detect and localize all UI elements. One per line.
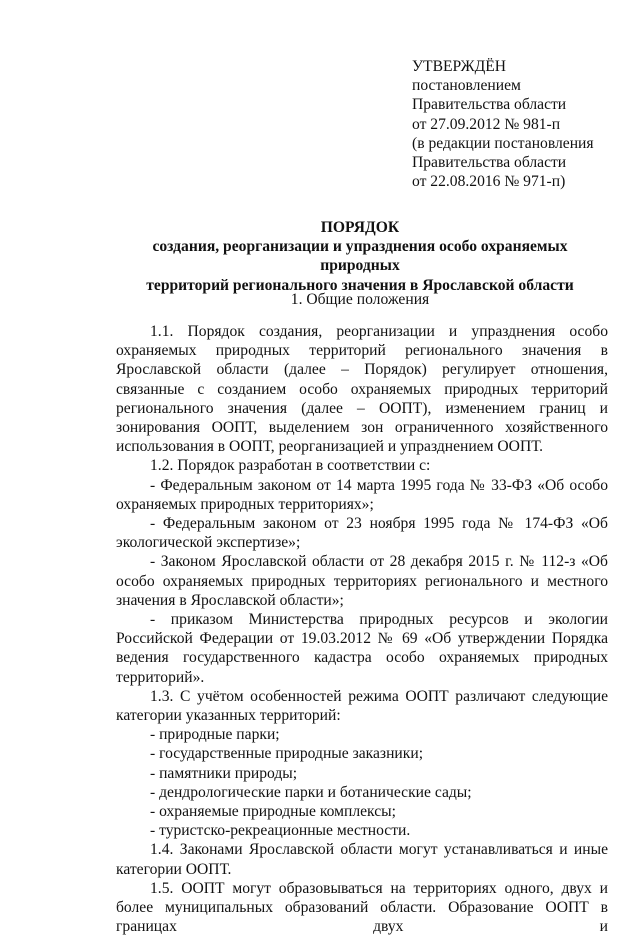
approval-line-6: Правительства области (412, 154, 567, 172)
title-subtitle-line-1: создания, реорганизации и упразднения особо охраняемых природных (152, 238, 568, 275)
list-item: - дендрологические парки и ботанические сады; (150, 783, 472, 801)
list-item: - Законом Ярославской области от 28 декабря 2015 г. № 112-з «Об особо охраняемых природных территориях регионального и местного значения в Ярославской области»; (116, 553, 608, 609)
paragraph-1-4: 1.4. Законами Ярославской области могут устанавливаться и иные категории ООПТ. (116, 841, 608, 878)
paragraph-1-1: 1.1. Порядок создания, реорганизации и упразднения особо охраняемых природных территорий регионального значения в Ярославской области (далее – Порядок) регулирует отношения, связанные с созданием особо охраняемых природных территорий регионального значения (далее – ООПТ), изменением границ и зонирования ООПТ, выделением зон ограниченного хозяйственного использования в ООПТ, реорганизацией и упразднением ООПТ. (116, 323, 608, 456)
approval-line-1: УТВЕРЖДЁН (412, 58, 507, 75)
approval-line-7: от 22.08.2016 № 971-п) (412, 173, 566, 191)
list-item: - государственные природные заказники; (150, 745, 424, 763)
list-item: - памятники природы; (150, 764, 298, 782)
title-subtitle-line-2: территорий регионального значения в Ярославской области (146, 276, 574, 294)
document-title (112, 218, 608, 295)
list-item: - Федеральным законом от 23 ноября 1995 года № 174-ФЗ «Об экологической экспертизе»; (116, 515, 608, 552)
approval-line-2: постановлением (412, 77, 521, 95)
approval-line-5: (в редакции постановления (412, 134, 594, 152)
title-heading: ПОРЯДОК (320, 219, 400, 236)
paragraph-1-2: 1.2. Порядок разработан в соответствии с: (150, 457, 431, 475)
approval-line-4: от 27.09.2012 № 981-п (412, 115, 561, 133)
section-title: 1. Общие положения (290, 291, 430, 308)
list-item: - Федеральным законом от 14 марта 1995 года № 33-ФЗ «Об особо охраняемых природных территориях»; (116, 476, 608, 513)
list-item: - туристско-рекреационные местности. (150, 822, 411, 840)
list-item: - охраняемые природные комплексы; (150, 803, 396, 821)
list-item: - природные парки; (150, 726, 280, 744)
list-item: - приказом Министерства природных ресурсов и экологии Российской Федерации от 19.03.2012 № 69 «Об утверждении Порядка ведения государственного кадастра особо охраняемых природных территорий». (116, 611, 608, 686)
paragraph-1-3: 1.3. С учётом особенностей режима ООПТ различают следующие категории указанных территорий: (116, 687, 608, 725)
paragraph-1-5: 1.5. ООПТ могут образовываться на территориях одного, двух и более муниципальных образований области. Образование ООПТ в границах двух и (116, 879, 608, 936)
document-body (116, 322, 608, 937)
approval-stamp (412, 57, 632, 191)
approval-line-3: Правительства области (412, 96, 567, 114)
